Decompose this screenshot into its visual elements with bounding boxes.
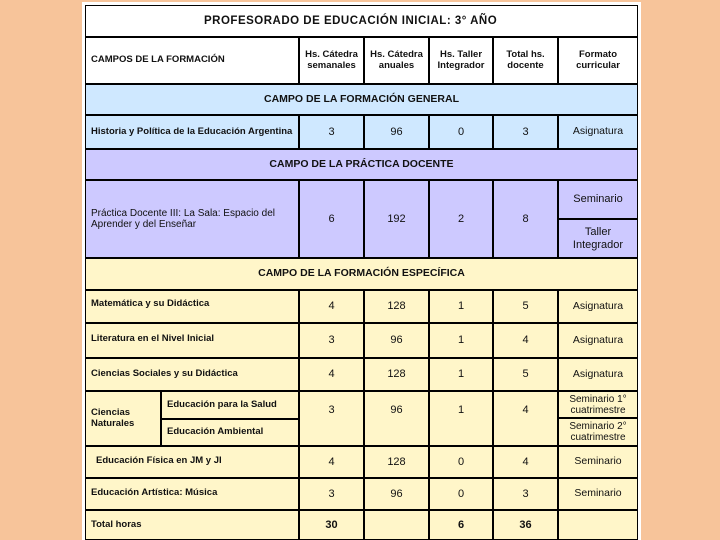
page-title: PROFESORADO DE EDUCACIÓN INICIAL: 3° AÑO	[85, 5, 638, 37]
row-historia-semanales: 3	[299, 115, 364, 149]
section-formacion-especifica: CAMPO DE LA FORMACIÓN ESPECÍFICA	[85, 258, 638, 290]
row-artistica-semanales: 3	[299, 478, 364, 510]
row-fisica-semanales: 4	[299, 446, 364, 478]
row-historia-name: Historia y Política de la Educación Argentina	[85, 115, 299, 149]
row-practica-formato-2: Taller Integrador	[558, 219, 638, 258]
row-fisica-name: Educación Física en JM y JI	[85, 446, 299, 478]
row-artistica-name: Educación Artística: Música	[85, 478, 299, 510]
row-fisica-formato: Seminario	[558, 446, 638, 478]
row-naturales-semanales: 3	[299, 391, 364, 446]
row-fisica-anuales: 128	[364, 446, 429, 478]
row-literatura-name: Literatura en el Nivel Inicial	[85, 323, 299, 358]
row-historia-anuales: 96	[364, 115, 429, 149]
row-literatura-taller: 1	[429, 323, 493, 358]
row-artistica-formato: Seminario	[558, 478, 638, 510]
row-naturales-sub-salud: Educación para la Salud	[161, 391, 299, 419]
row-historia-formato: Asignatura	[558, 115, 638, 149]
row-artistica-anuales: 96	[364, 478, 429, 510]
row-total-horas-name: Total horas	[85, 510, 299, 540]
row-literatura-total: 4	[493, 323, 558, 358]
row-naturales-taller: 1	[429, 391, 493, 446]
row-practica-formato-1: Seminario	[558, 180, 638, 219]
row-naturales-formato-2: Seminario 2° cuatrimestre	[558, 418, 638, 446]
row-literatura-anuales: 96	[364, 323, 429, 358]
row-sociales-taller: 1	[429, 358, 493, 391]
section-practica-docente: CAMPO DE LA PRÁCTICA DOCENTE	[85, 149, 638, 180]
row-practica-taller: 2	[429, 180, 493, 258]
row-sociales-name: Ciencias Sociales y su Didáctica	[85, 358, 299, 391]
row-historia-taller: 0	[429, 115, 493, 149]
row-matematica-formato: Asignatura	[558, 290, 638, 323]
curriculum-table	[82, 2, 641, 540]
header-taller: Hs. Taller Integrador	[429, 37, 493, 84]
row-practica-total: 8	[493, 180, 558, 258]
row-literatura-formato: Asignatura	[558, 323, 638, 358]
row-fisica-total: 4	[493, 446, 558, 478]
header-campos: CAMPOS DE LA FORMACIÓN	[85, 37, 299, 84]
row-literatura-semanales: 3	[299, 323, 364, 358]
header-total: Total hs. docente	[493, 37, 558, 84]
row-matematica-taller: 1	[429, 290, 493, 323]
row-matematica-semanales: 4	[299, 290, 364, 323]
section-formacion-general: CAMPO DE LA FORMACIÓN GENERAL	[85, 84, 638, 115]
row-fisica-taller: 0	[429, 446, 493, 478]
header-semanales: Hs. Cátedra semanales	[299, 37, 364, 84]
row-sociales-semanales: 4	[299, 358, 364, 391]
header-formato: Formato curricular	[558, 37, 638, 84]
row-naturales-sub-ambiental: Educación Ambiental	[161, 419, 299, 446]
row-practica-name: Práctica Docente III: La Sala: Espacio del Aprender y del Enseñar	[85, 180, 299, 258]
row-matematica-name: Matemática y su Didáctica	[85, 290, 299, 323]
row-total-horas-semanales: 30	[299, 510, 364, 540]
row-practica-semanales: 6	[299, 180, 364, 258]
row-naturales-anuales: 96	[364, 391, 429, 446]
row-artistica-total: 3	[493, 478, 558, 510]
row-total-horas-formato	[558, 510, 638, 540]
row-naturales-name: Ciencias Naturales	[85, 391, 161, 446]
row-sociales-anuales: 128	[364, 358, 429, 391]
row-sociales-total: 5	[493, 358, 558, 391]
row-matematica-anuales: 128	[364, 290, 429, 323]
row-matematica-total: 5	[493, 290, 558, 323]
row-artistica-taller: 0	[429, 478, 493, 510]
row-total-horas-taller: 6	[429, 510, 493, 540]
header-anuales: Hs. Cátedra anuales	[364, 37, 429, 84]
row-total-horas-total: 36	[493, 510, 558, 540]
row-naturales-total: 4	[493, 391, 558, 446]
row-historia-total: 3	[493, 115, 558, 149]
row-practica-anuales: 192	[364, 180, 429, 258]
row-sociales-formato: Asignatura	[558, 358, 638, 391]
row-total-horas-anuales	[364, 510, 429, 540]
row-naturales-formato-1: Seminario 1° cuatrimestre	[558, 391, 638, 418]
